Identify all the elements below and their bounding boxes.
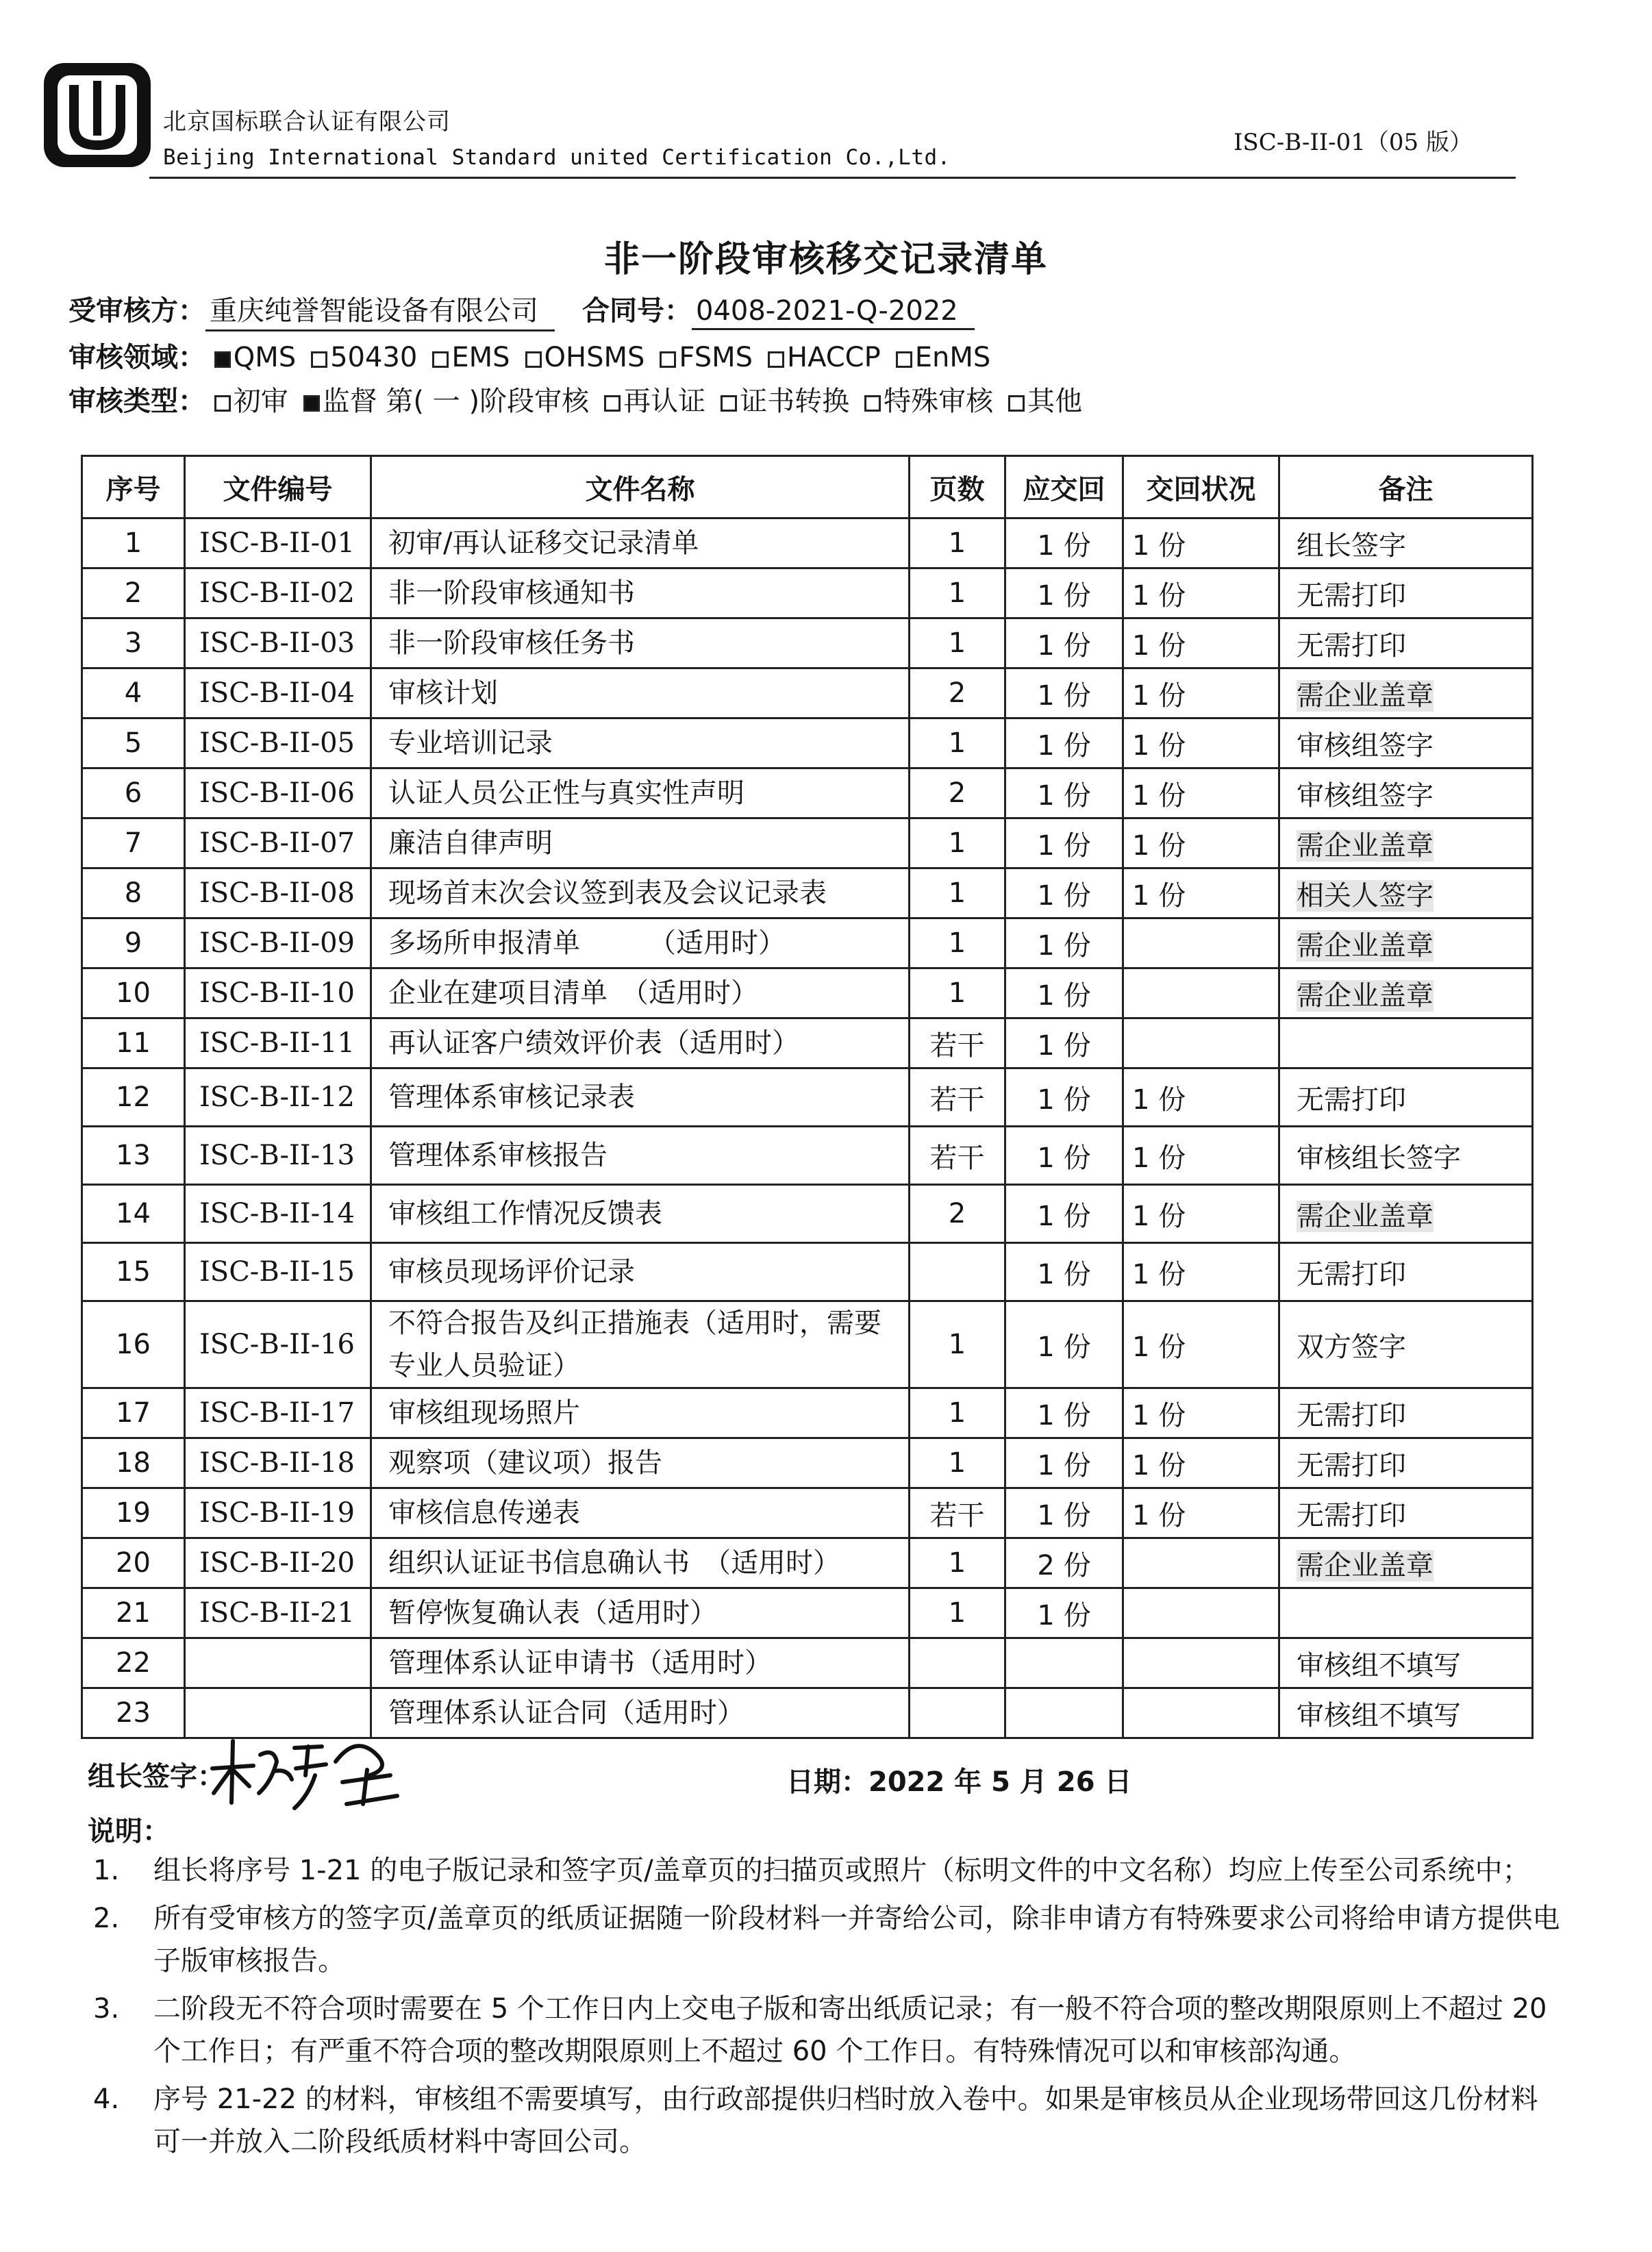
- cell-note: 无需打印: [1279, 1388, 1533, 1438]
- option-3: [721, 379, 849, 418]
- cell-name: 审核员现场评价记录: [371, 1243, 910, 1301]
- handwritten-signature: [205, 1727, 411, 1816]
- cell-pages: 1: [910, 568, 1005, 618]
- option-1: [303, 379, 589, 418]
- cell-status: 1 份: [1123, 1301, 1279, 1388]
- cell-note: [1279, 918, 1533, 968]
- cell-code: ISC-B-II-13: [185, 1127, 371, 1185]
- document-code: ISC-B-II-01（05 版）: [1233, 129, 1473, 156]
- cell-status: 1 份: [1123, 1243, 1279, 1301]
- cell-status: [1123, 918, 1279, 968]
- cell-pages: 1: [910, 968, 1005, 1018]
- notes-list: [88, 1849, 1560, 2168]
- audit-field-options: [214, 342, 1006, 373]
- cell-pages: 1: [910, 518, 1005, 568]
- cell-no: 5: [82, 718, 185, 768]
- option-0: [214, 342, 296, 373]
- cell-due: 1 份: [1005, 1488, 1123, 1538]
- cell-pages: 1: [910, 1301, 1005, 1388]
- cell-note: 审核组不填写: [1279, 1638, 1533, 1688]
- cell-code: ISC-B-II-08: [185, 868, 371, 918]
- cell-status: 1 份: [1123, 518, 1279, 568]
- handover-record-table: [81, 455, 1534, 1739]
- cell-due: 1 份: [1005, 1388, 1123, 1438]
- cell-status: 1 份: [1123, 1488, 1279, 1538]
- cell-status: [1123, 1018, 1279, 1068]
- option-label: 初审: [233, 386, 288, 417]
- table-row: [82, 868, 1533, 918]
- cell-status: 1 份: [1123, 718, 1279, 768]
- unchecked-box-icon: [660, 351, 676, 368]
- highlighted-note: 相关人签字: [1297, 879, 1434, 912]
- audit-type-label: 审核类型：: [68, 386, 205, 417]
- cell-status: 1 份: [1123, 1438, 1279, 1488]
- checked-box-icon: [214, 351, 231, 368]
- cell-pages: 1: [910, 1588, 1005, 1638]
- cell-status: [1123, 1538, 1279, 1588]
- cell-note: [1279, 1185, 1533, 1243]
- table-row: [82, 568, 1533, 618]
- cell-name: 非一阶段审核通知书: [371, 568, 910, 618]
- cell-due: 1 份: [1005, 568, 1123, 618]
- cell-no: 21: [82, 1588, 185, 1638]
- note-item: [88, 1897, 1560, 1982]
- table-row: [82, 968, 1533, 1018]
- cell-name: 管理体系认证申请书（适用时）: [371, 1638, 910, 1688]
- cell-no: 3: [82, 618, 185, 668]
- cell-name: 不符合报告及纠正措施表（适用时，需要专业人员验证）: [371, 1301, 910, 1388]
- cell-no: 1: [82, 518, 185, 568]
- cell-status: 1 份: [1123, 818, 1279, 868]
- cell-code: ISC-B-II-14: [185, 1185, 371, 1243]
- cell-no: 4: [82, 668, 185, 718]
- cell-pages: 1: [910, 1538, 1005, 1588]
- cell-due: 1 份: [1005, 668, 1123, 718]
- cell-no: 7: [82, 818, 185, 868]
- cell-code: ISC-B-II-12: [185, 1068, 371, 1127]
- highlighted-note: 需企业盖章: [1297, 679, 1434, 712]
- cell-no: 9: [82, 918, 185, 968]
- option-2: [604, 379, 705, 418]
- option-label: HACCP: [787, 342, 881, 373]
- option-5: [768, 342, 881, 373]
- unchecked-box-icon: [1008, 395, 1025, 412]
- note-item: [88, 1849, 1560, 1892]
- option-label: OHSMS: [544, 342, 645, 373]
- table-row: [82, 1388, 1533, 1438]
- cell-no: 17: [82, 1388, 185, 1438]
- option-1: [311, 342, 417, 373]
- contract-value: 0408-2021-Q-2022: [692, 295, 975, 330]
- cell-due: 1 份: [1005, 968, 1123, 1018]
- cell-code: ISC-B-II-10: [185, 968, 371, 1018]
- header-pages: 页数: [910, 456, 1005, 518]
- highlighted-note: 需企业盖章: [1297, 979, 1434, 1012]
- cell-due: 1 份: [1005, 1243, 1123, 1301]
- cell-code: ISC-B-II-01: [185, 518, 371, 568]
- cell-no: 10: [82, 968, 185, 1018]
- audit-type-options: [214, 386, 1097, 417]
- cell-due: 1 份: [1005, 618, 1123, 668]
- table-row: [82, 1018, 1533, 1068]
- highlighted-note: 需企业盖章: [1297, 1549, 1434, 1581]
- table-row: [82, 1488, 1533, 1538]
- option-label: 其他: [1027, 386, 1083, 417]
- leader-signature-label: 组长签字：: [88, 1761, 225, 1792]
- cell-due: [1005, 1688, 1123, 1738]
- option-4: [864, 379, 993, 418]
- cell-due: 1 份: [1005, 918, 1123, 968]
- cell-code: ISC-B-II-03: [185, 618, 371, 668]
- cell-no: 23: [82, 1688, 185, 1738]
- cell-no: 16: [82, 1301, 185, 1388]
- company-name-cn: 北京国标联合认证有限公司: [163, 108, 451, 136]
- cell-name: 非一阶段审核任务书: [371, 618, 910, 668]
- auditee-line: [68, 289, 975, 331]
- contract-label: 合同号：: [582, 295, 692, 327]
- cell-code: ISC-B-II-19: [185, 1488, 371, 1538]
- cell-due: 1 份: [1005, 1068, 1123, 1127]
- table-row: [82, 768, 1533, 818]
- unchecked-box-icon: [525, 351, 542, 368]
- cell-no: 20: [82, 1538, 185, 1588]
- cell-code: ISC-B-II-09: [185, 918, 371, 968]
- cell-name: 管理体系认证合同（适用时）: [371, 1688, 910, 1738]
- option-label: 监督 第( 一 )阶段审核: [322, 386, 590, 417]
- header-name: 文件名称: [371, 456, 910, 518]
- document-title: 非一阶段审核移交记录清单: [603, 239, 1048, 280]
- cell-note: 审核组长签字: [1279, 1127, 1533, 1185]
- cell-pages: 2: [910, 768, 1005, 818]
- note-number: 2.: [93, 1903, 120, 1934]
- option-label: 特殊审核: [884, 386, 994, 417]
- cell-pages: 1: [910, 868, 1005, 918]
- cell-pages: [910, 1688, 1005, 1738]
- cell-name: 多场所申报清单 （适用时）: [371, 918, 910, 968]
- cell-no: 12: [82, 1068, 185, 1127]
- company-logo: [40, 59, 155, 171]
- highlighted-note: 需企业盖章: [1297, 1200, 1434, 1232]
- cell-name: 管理体系审核记录表: [371, 1068, 910, 1127]
- cell-due: 1 份: [1005, 1018, 1123, 1068]
- option-label: QMS: [233, 342, 297, 373]
- cell-status: [1123, 1588, 1279, 1638]
- note-number: 4.: [93, 2084, 120, 2115]
- cell-no: 13: [82, 1127, 185, 1185]
- cell-pages: 1: [910, 718, 1005, 768]
- cell-code: [185, 1638, 371, 1688]
- table-row: [82, 718, 1533, 768]
- header-code: 文件编号: [185, 456, 371, 518]
- cell-note: [1279, 968, 1533, 1018]
- cell-code: ISC-B-II-02: [185, 568, 371, 618]
- cell-no: 11: [82, 1018, 185, 1068]
- cell-no: 14: [82, 1185, 185, 1243]
- cell-code: ISC-B-II-04: [185, 668, 371, 718]
- cell-note: 无需打印: [1279, 618, 1533, 668]
- date-text: 日期：2022 年 5 月 26 日: [786, 1766, 1132, 1798]
- table-row: [82, 918, 1533, 968]
- cell-status: 1 份: [1123, 868, 1279, 918]
- cell-status: 1 份: [1123, 568, 1279, 618]
- cell-code: ISC-B-II-18: [185, 1438, 371, 1488]
- cell-note: 无需打印: [1279, 568, 1533, 618]
- table-row: [82, 668, 1533, 718]
- cell-note: [1279, 668, 1533, 718]
- header-divider: [149, 177, 1516, 179]
- cell-status: 1 份: [1123, 1388, 1279, 1438]
- cell-status: [1123, 1638, 1279, 1688]
- cell-name: 观察项（建议项）报告: [371, 1438, 910, 1488]
- cell-note: [1279, 818, 1533, 868]
- cell-note: 审核组签字: [1279, 768, 1533, 818]
- cell-note: 组长签字: [1279, 518, 1533, 568]
- cell-pages: 1: [910, 818, 1005, 868]
- highlighted-note: 需企业盖章: [1297, 929, 1434, 962]
- option-4: [660, 342, 753, 373]
- cell-due: [1005, 1638, 1123, 1688]
- cell-name: 企业在建项目清单 （适用时）: [371, 968, 910, 1018]
- header-no: 序号: [82, 456, 185, 518]
- cell-name: 审核组现场照片: [371, 1388, 910, 1438]
- cell-code: ISC-B-II-11: [185, 1018, 371, 1068]
- table-row: [82, 1538, 1533, 1588]
- checked-box-icon: [303, 395, 320, 412]
- table-header-row: [82, 456, 1533, 518]
- cell-due: 1 份: [1005, 768, 1123, 818]
- cell-due: 1 份: [1005, 868, 1123, 918]
- cell-note: 无需打印: [1279, 1068, 1533, 1127]
- cell-note: [1279, 1588, 1533, 1638]
- cell-due: 1 份: [1005, 1185, 1123, 1243]
- unchecked-box-icon: [864, 395, 881, 412]
- cell-pages: 若干: [910, 1018, 1005, 1068]
- option-5: [1008, 379, 1082, 418]
- cell-pages: [910, 1243, 1005, 1301]
- table-row: [82, 1243, 1533, 1301]
- cell-note: [1279, 868, 1533, 918]
- cell-code: ISC-B-II-21: [185, 1588, 371, 1638]
- table-row: [82, 1638, 1533, 1688]
- unchecked-box-icon: [604, 395, 621, 412]
- table-row: [82, 518, 1533, 568]
- cell-name: 初审/再认证移交记录清单: [371, 518, 910, 568]
- cell-no: 18: [82, 1438, 185, 1488]
- note-number: 3.: [93, 1993, 120, 2025]
- cell-code: ISC-B-II-07: [185, 818, 371, 868]
- cell-code: ISC-B-II-06: [185, 768, 371, 818]
- note-text: 二阶段无不符合项时需要在 5 个工作日内上交电子版和寄出纸质记录；有一般不符合项的整改期限原则上不超过 20 个工作日；有严重不符合项的整改期限原则上不超过 60 个工作日。有特殊情况可以和审核部沟通。: [153, 1993, 1547, 2067]
- cell-status: 1 份: [1123, 768, 1279, 818]
- cell-due: 1 份: [1005, 1301, 1123, 1388]
- cell-note: 无需打印: [1279, 1438, 1533, 1488]
- header-note: 备注: [1279, 456, 1533, 518]
- cell-pages: 若干: [910, 1488, 1005, 1538]
- cell-pages: 1: [910, 1388, 1005, 1438]
- cell-no: 2: [82, 568, 185, 618]
- cell-due: 1 份: [1005, 718, 1123, 768]
- cell-name: 暂停恢复确认表（适用时）: [371, 1588, 910, 1638]
- option-label: EMS: [451, 342, 510, 373]
- auditee-label: 受审核方：: [68, 295, 205, 327]
- table-row: [82, 1438, 1533, 1488]
- cell-name: 认证人员公正性与真实性声明: [371, 768, 910, 818]
- cell-note: [1279, 1018, 1533, 1068]
- option-label: 再认证: [623, 386, 706, 417]
- cell-no: 6: [82, 768, 185, 818]
- cell-pages: 2: [910, 668, 1005, 718]
- cell-code: ISC-B-II-16: [185, 1301, 371, 1388]
- cell-note: 双方签字: [1279, 1301, 1533, 1388]
- option-label: 证书转换: [740, 386, 850, 417]
- notes-title: 说明：: [88, 1816, 170, 1847]
- option-label: 50430: [330, 342, 418, 373]
- cell-no: 15: [82, 1243, 185, 1301]
- cell-status: 1 份: [1123, 1185, 1279, 1243]
- table-row: [82, 818, 1533, 868]
- cell-name: 审核组工作情况反馈表: [371, 1185, 910, 1243]
- unchecked-box-icon: [214, 395, 231, 412]
- cell-note: 无需打印: [1279, 1488, 1533, 1538]
- table-row: [82, 618, 1533, 668]
- highlighted-note: 需企业盖章: [1297, 829, 1434, 862]
- unchecked-box-icon: [896, 351, 912, 368]
- table-row: [82, 1127, 1533, 1185]
- option-6: [896, 342, 991, 373]
- header-due: 应交回: [1005, 456, 1123, 518]
- cell-pages: 1: [910, 1438, 1005, 1488]
- auditee-value: 重庆纯誉智能设备有限公司: [205, 289, 555, 331]
- audit-type-line: [68, 379, 1097, 418]
- cell-code: ISC-B-II-05: [185, 718, 371, 768]
- option-label: EnMS: [914, 342, 991, 373]
- cell-status: 1 份: [1123, 668, 1279, 718]
- note-item: [88, 1988, 1560, 2073]
- cell-status: [1123, 968, 1279, 1018]
- cell-code: ISC-B-II-15: [185, 1243, 371, 1301]
- cell-due: 1 份: [1005, 1127, 1123, 1185]
- cell-note: [1279, 1538, 1533, 1588]
- cell-name: 审核计划: [371, 668, 910, 718]
- table-row: [82, 1185, 1533, 1243]
- audit-field-label: 审核领域：: [68, 342, 205, 373]
- cell-pages: 若干: [910, 1068, 1005, 1127]
- option-3: [525, 342, 645, 373]
- cell-note: 无需打印: [1279, 1243, 1533, 1301]
- cell-name: 管理体系审核报告: [371, 1127, 910, 1185]
- note-number: 1.: [93, 1855, 120, 1886]
- cell-status: 1 份: [1123, 1068, 1279, 1127]
- cell-status: 1 份: [1123, 618, 1279, 668]
- cell-name: 廉洁自律声明: [371, 818, 910, 868]
- cell-pages: 2: [910, 1185, 1005, 1243]
- cell-status: [1123, 1688, 1279, 1738]
- cell-no: 22: [82, 1638, 185, 1688]
- cell-name: 再认证客户绩效评价表（适用时）: [371, 1018, 910, 1068]
- note-text: 所有受审核方的签字页/盖章页的纸质证据随一阶段材料一并寄给公司，除非申请方有特殊要求公司将给申请方提供电子版审核报告。: [153, 1903, 1560, 1977]
- unchecked-box-icon: [768, 351, 784, 368]
- cell-name: 专业培训记录: [371, 718, 910, 768]
- cell-pages: [910, 1638, 1005, 1688]
- cell-pages: 若干: [910, 1127, 1005, 1185]
- header-status: 交回状况: [1123, 456, 1279, 518]
- table-row: [82, 1068, 1533, 1127]
- cell-name: 现场首末次会议签到表及会议记录表: [371, 868, 910, 918]
- cell-no: 19: [82, 1488, 185, 1538]
- option-2: [432, 342, 510, 373]
- cell-status: 1 份: [1123, 1127, 1279, 1185]
- cell-due: 2 份: [1005, 1538, 1123, 1588]
- audit-field-line: [68, 336, 1005, 375]
- cell-code: ISC-B-II-17: [185, 1388, 371, 1438]
- note-text: 组长将序号 1-21 的电子版记录和签字页/盖章页的扫描页或照片（标明文件的中文名称）均应上传至公司系统中；: [153, 1855, 1530, 1886]
- option-0: [214, 379, 288, 418]
- cell-note: 审核组签字: [1279, 718, 1533, 768]
- cell-due: 1 份: [1005, 1588, 1123, 1638]
- cell-name: 审核信息传递表: [371, 1488, 910, 1538]
- cell-due: 1 份: [1005, 818, 1123, 868]
- cell-name: 组织认证证书信息确认书 （适用时）: [371, 1538, 910, 1588]
- cell-note: 审核组不填写: [1279, 1688, 1533, 1738]
- cell-pages: 1: [910, 618, 1005, 668]
- cell-pages: 1: [910, 918, 1005, 968]
- unchecked-box-icon: [721, 395, 737, 412]
- company-name-en: Beijing International Standard united Certification Co.,Ltd.: [163, 145, 951, 170]
- table-row: [82, 1588, 1533, 1638]
- option-label: FSMS: [679, 342, 753, 373]
- cell-code: ISC-B-II-20: [185, 1538, 371, 1588]
- cell-due: 1 份: [1005, 518, 1123, 568]
- note-item: [88, 2078, 1560, 2163]
- unchecked-box-icon: [432, 351, 449, 368]
- unchecked-box-icon: [311, 351, 327, 368]
- cell-no: 8: [82, 868, 185, 918]
- note-text: 序号 21-22 的材料，审核组不需要填写，由行政部提供归档时放入卷中。如果是审核员从企业现场带回这几份材料可一并放入二阶段纸质材料中寄回公司。: [153, 2084, 1538, 2157]
- cell-due: 1 份: [1005, 1438, 1123, 1488]
- table-row: [82, 1301, 1533, 1388]
